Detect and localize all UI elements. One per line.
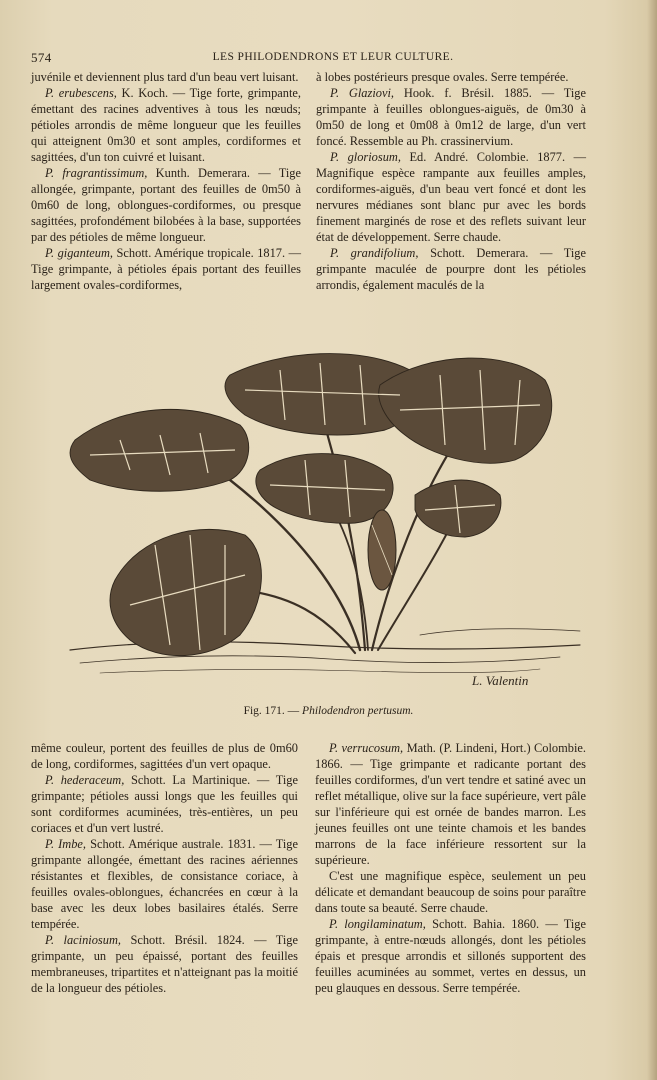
figure-caption [0,705,657,717]
paragraph-text: K. Koch. — Tige forte, grimpante, émettant des racines adventives à tous les nœuds; pétioles arrondis de même longueur que les feuilles qui atteignent 0m30 et sont amples, cordiformes et sagittées, d'un ton cuivré et luisant. [31,86,301,164]
species-name: P. gloriosum, [330,150,401,164]
paragraph [316,69,586,85]
species-name: P. verrucosum, [329,741,404,755]
paragraph-text: Schott. Brésil. 1824. — Tige grimpante, un peu épaissé, portant des feuilles membraneuses, tripartites et n'atteignant pas la moitié de la longueur des pétioles. [31,933,298,995]
paragraph-text: à lobes postérieurs presque ovales. Serre tempérée. [316,70,569,84]
paragraph-text: même couleur, portent des feuilles de plus de 0m60 de long, cordiformes, sagittées d'un vert opaque. [31,741,298,771]
paragraph [315,740,586,868]
text-column-3 [31,740,298,996]
paragraph-text: juvénile et deviennent plus tard d'un beau vert luisant. [31,70,299,84]
paragraph-text: Schott. La Martinique. — Tige grimpante; pétioles aussi longs que les feuilles qui sont cordiformes acuminées, très-entières, un peu coriaces et d'un vert lustré. [31,773,298,835]
paragraph [316,245,586,293]
species-name: P. grandifolium, [330,246,419,260]
paragraph [316,149,586,245]
paragraph [31,932,298,996]
paragraph-text: Schott. Demerara. — Tige grimpante maculée de pourpre dont les pétioles arrondis, également maculés de la [316,246,586,292]
paragraph-text: Schott. Bahia. 1860. — Tige grimpante, à entre-nœuds allongés, dont les pétioles épais et presque arrondis et sillonés supportent des feuilles acuminées au sommet, vertes en dessus, un peu glauques en dessous. Serre tempérée. [315,917,586,995]
paragraph-text: Ed. André. Colombie. 1877. — Magnifique espèce rampante aux feuilles amples, cordiformes-aiguës, d'un beau vert foncé et dont les nervures médianes sont blanc pur avec les bords finement marginés de rose et des reflets suivant leur état de développement. Serre chaude. [316,150,587,244]
paragraph [316,85,586,149]
engraver-signature: L. Valentin [472,673,529,688]
paragraph-text: Hook. f. Brésil. 1885. — Tige grimpante à feuilles oblongues-aiguës, de 0m30 à 0m50 de long et 0m08 à 0m12 de large, d'un vert foncé. Ressemble au Ph. crassinervium. [316,86,586,148]
paragraph-text: Schott. Amérique australe. 1831. — Tige grimpante allongée, émettant des racines aériennes résistantes et flexibles, de consistance coriace, à feuilles ovales-oblongues, échancrées en cœur à la base avec les deux lobes basilaires étalés. Serre tempérée. [31,837,298,931]
plant-engraving [60,345,595,700]
paragraph [31,165,301,245]
paragraph-text: Math. (P. Lindeni, Hort.) Colombie. 1866. — Tige grimpante et radicante portant des feuilles cordiformes, d'un vert tendre et satiné avec un reflet métallique, olive sur la face supérieure, vert pâle sur l'inférieure qui est ornée de bandes marron. Les jeunes feuilles ont une teinte chamois et les bandes marrons de la face inférieure ressortent sur la supérieure. [315,741,587,867]
paragraph-text: Schott. Amérique tropicale. 1817. — Tige grimpante, à pétioles épais portant des feuilles largement ovales-cordiformes, [31,246,301,292]
species-name: P. erubescens, [45,86,117,100]
paragraph [315,916,586,996]
paragraph-text: Kunth. Demerara. — Tige allongée, grimpante, portant des feuilles de 0m50 à 0m60 de long, oblongues-cordiformes, ou presque sagittées, profondément bilobées à la base, supportées par des pétioles de même longueur. [31,166,301,244]
species-name: P. Glaziovi, [330,86,395,100]
species-name: P. fragrantissimum, [45,166,148,180]
paragraph [315,868,586,916]
running-header [31,50,605,68]
species-name: P. longilaminatum, [329,917,426,931]
page-spine-shadow [647,0,657,1080]
species-name: P. Imbe, [45,837,87,851]
text-column-4 [315,740,586,996]
species-name: P. hederaceum, [45,773,125,787]
caption-species: Philodendron pertusum. [302,705,414,717]
paragraph [31,245,301,293]
caption-label: Fig. 171. — [243,705,303,717]
paragraph [31,85,301,165]
paragraph [31,740,298,772]
species-name: P. laciniosum, [45,933,121,947]
paragraph [31,836,298,932]
paragraph-text: C'est une magnifique espèce, seulement un peu délicate et demandant beaucoup de soins pour paraître dans toute sa beauté. Serre chaude. [315,869,586,915]
paragraph [31,772,298,836]
page-number: 574 [31,50,52,65]
paragraph [31,69,301,85]
species-name: P. giganteum, [45,246,114,260]
running-title: LES PHILODENDRONS ET LEUR CULTURE. [212,51,454,63]
text-column-1 [31,69,301,293]
text-column-2 [316,69,586,293]
